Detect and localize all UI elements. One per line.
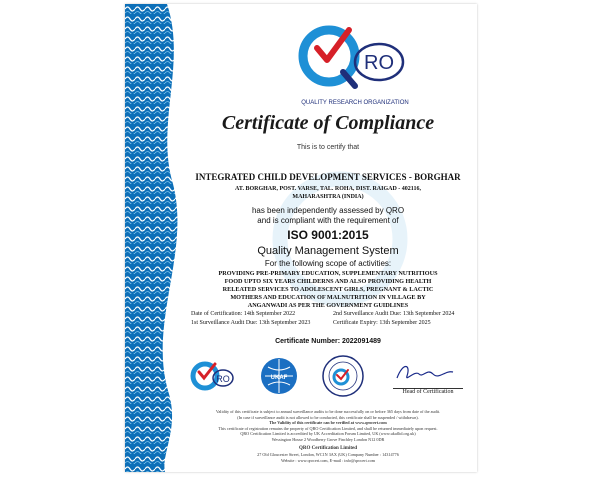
scope-line: ANGANWADI AS PER THE GOVERNMENT GUIDLINES: [247, 302, 409, 309]
organization-address-line1: AT. BORGHAR, POST. VARSE, TAL. ROHA, DIST. RAIGAD - 402116,: [235, 186, 421, 192]
scope-line: MOTHERS AND EDUCATION OF MALNUTRITION IN VILLAGE BY: [230, 294, 426, 301]
certificate-expiry: Certificate Expiry: 13th September 2025: [333, 320, 431, 326]
issuer-contact: Website : www.qrocert.com, E-mail : info@qrocert.com: [280, 457, 376, 463]
qro-seal-icon: [189, 356, 235, 396]
scope-line: RELEATED SERVICES TO ADOLESCENT GIRLS, PREGNANT & LACTIC: [222, 286, 434, 293]
date-of-certification: Date of Certification: 14th September 2022: [191, 311, 296, 317]
decorative-wave-band: [125, 4, 185, 472]
footer-note: (In case if surveillance audit is not allowed to be conducted, this certificate shall be suspended / withdrawn).: [237, 414, 419, 420]
dates-right: [333, 310, 454, 328]
footer-note: Validity of this certificate is subject to annual surveillance audits to be done successfully on or before 365 days from date of the audit.: [215, 409, 441, 414]
iso-standard: ISO 9001:2015: [287, 228, 369, 242]
certificate-number: Certificate Number: 2022091489: [275, 338, 381, 345]
signatory-title: Head of Certification: [393, 388, 463, 395]
certificate-content: [183, 4, 473, 472]
footer-note: This certificate of registration remains the property of QRO Certification Limited, and shall be returned immediately upon request.: [218, 425, 438, 431]
assessment-line2: and is compliant with the requirement of: [257, 216, 399, 225]
second-surveillance-due: 2nd Surveillance Audit Due: 13th September 2024: [333, 311, 455, 317]
certificate: [125, 4, 477, 472]
certify-text: This is to certify that: [296, 144, 360, 151]
svg-text:RO: RO: [216, 374, 230, 384]
certificate-title: Certificate of Compliance: [221, 112, 435, 134]
footer-note: QRO Certification Limited is accredited by UK Accreditation Forum Limited, UK (www.ukafltd.org.uk): [240, 431, 416, 437]
scope-heading: For the following scope of activities:: [264, 259, 392, 268]
signature-icon: [393, 360, 457, 386]
ukaf-text: UKAF: [270, 375, 288, 381]
first-surveillance-due: 1st Surveillance Audit Due: 13th September 2023: [191, 320, 311, 326]
ukaf-globe-seal-icon: [259, 356, 299, 396]
issuer-name: QRO Certification Limited: [298, 446, 358, 451]
logo-tagline: QUALITY RESEARCH ORGANIZATION: [301, 100, 409, 106]
issuer-address: 27 Old Gloucester Street, London, WC1N 3AX (UK) Company Number : 14314776: [257, 452, 399, 457]
organization-address-line2: MAHARASHTRA (INDIA): [292, 194, 364, 200]
management-system: Quality Management System: [257, 245, 399, 257]
assessment-line1: has been independently assessed by QRO: [251, 206, 405, 215]
scope-line: FOOD UPTO SIX YEARS CHILDERNS AND ALSO PROVIDING HEALTH: [224, 278, 432, 285]
qro-logo: [291, 12, 411, 112]
certification-round-seal-icon: [321, 354, 365, 398]
dates-left: [191, 310, 310, 328]
footer-note: Wessington House 2 Woodberry Grove Finchley London N12 0DR: [271, 437, 385, 442]
scope-line: PROVIDING PRE-PRIMARY EDUCATION, SUPPLEMENTARY NUTRITIOUS: [218, 270, 438, 277]
footer-note: The Validity of this certificate can be verified at www.qrocert.com: [269, 420, 387, 426]
organization-name: INTEGRATED CHILD DEVELOPMENT SERVICES - BORGHAR: [195, 172, 461, 182]
logo-text-ro: RO: [364, 52, 394, 74]
